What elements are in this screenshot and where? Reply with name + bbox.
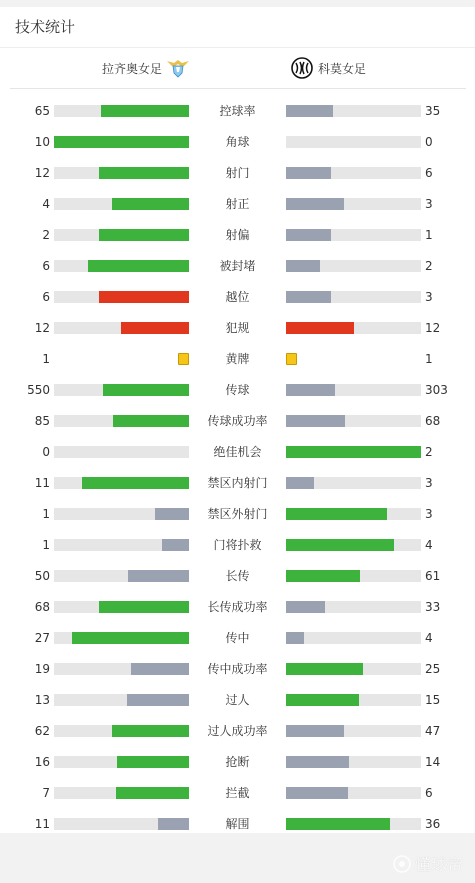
away-value: 14 bbox=[425, 755, 441, 769]
away-bar-track bbox=[286, 539, 421, 551]
away-bar-fill bbox=[286, 756, 349, 768]
stat-row bbox=[0, 251, 475, 282]
stat-row bbox=[0, 220, 475, 251]
stat-row bbox=[0, 127, 475, 158]
stat-label: 长传 bbox=[225, 569, 250, 583]
away-bar-track bbox=[286, 136, 421, 148]
stat-label: 解围 bbox=[225, 817, 250, 831]
stat-row bbox=[0, 685, 475, 716]
away-bar-track bbox=[286, 508, 421, 520]
stat-row bbox=[0, 654, 475, 685]
home-value: 50 bbox=[34, 569, 50, 583]
home-value: 1 bbox=[42, 507, 50, 521]
home-value: 13 bbox=[34, 693, 50, 707]
home-value: 550 bbox=[27, 383, 50, 397]
away-bar-track bbox=[286, 198, 421, 210]
stat-row bbox=[0, 499, 475, 530]
home-bar-fill bbox=[162, 539, 189, 551]
home-bar-track bbox=[54, 725, 189, 737]
home-value: 65 bbox=[34, 104, 50, 118]
stat-row bbox=[0, 561, 475, 592]
away-value: 3 bbox=[425, 507, 433, 521]
stat-row bbox=[0, 437, 475, 468]
away-bar-track bbox=[286, 415, 421, 427]
away-bar-fill bbox=[286, 663, 363, 675]
away-value: 35 bbox=[425, 104, 441, 118]
stat-label: 犯规 bbox=[225, 321, 250, 335]
home-bar-fill bbox=[117, 756, 189, 768]
away-bar-track bbox=[286, 756, 421, 768]
home-value: 12 bbox=[34, 321, 50, 335]
home-value: 27 bbox=[34, 631, 50, 645]
watermark-text: 懂球帝 bbox=[414, 855, 463, 874]
home-value: 68 bbox=[34, 600, 50, 614]
stat-row bbox=[0, 189, 475, 220]
away-value: 3 bbox=[425, 290, 433, 304]
home-bar-fill bbox=[128, 570, 189, 582]
home-bar-fill bbox=[127, 694, 189, 706]
home-bar-fill bbox=[103, 384, 189, 396]
away-value: 36 bbox=[425, 817, 441, 831]
home-value: 16 bbox=[34, 755, 50, 769]
stat-row bbox=[0, 623, 475, 654]
home-bar-track bbox=[54, 322, 189, 334]
como-crest-icon bbox=[290, 57, 314, 79]
stat-label: 传中成功率 bbox=[207, 662, 268, 676]
away-value: 68 bbox=[425, 414, 441, 428]
stat-label: 拦截 bbox=[225, 786, 250, 800]
away-value: 3 bbox=[425, 197, 433, 211]
stat-label: 传中 bbox=[225, 631, 250, 645]
away-value: 1 bbox=[425, 228, 433, 242]
home-bar-fill bbox=[155, 508, 189, 520]
away-bar-fill bbox=[286, 477, 314, 489]
stat-row bbox=[0, 468, 475, 499]
home-bar-track bbox=[54, 570, 189, 582]
home-value: 6 bbox=[42, 290, 50, 304]
stat-row bbox=[0, 747, 475, 778]
stat-label: 长传成功率 bbox=[207, 600, 268, 614]
stats-list bbox=[0, 96, 475, 840]
home-bar-track bbox=[54, 415, 189, 427]
away-bar-fill bbox=[286, 384, 335, 396]
home-value: 4 bbox=[42, 197, 50, 211]
home-value: 62 bbox=[34, 724, 50, 738]
home-value: 11 bbox=[34, 817, 50, 831]
away-value: 303 bbox=[425, 383, 448, 397]
stat-label: 被封堵 bbox=[219, 259, 256, 273]
home-bar-track bbox=[54, 694, 189, 706]
away-bar-fill bbox=[286, 415, 345, 427]
away-value: 15 bbox=[425, 693, 441, 707]
home-bar-track bbox=[54, 508, 189, 520]
away-bar-track bbox=[286, 818, 421, 830]
stat-row bbox=[0, 96, 475, 127]
home-bar-fill bbox=[99, 601, 189, 613]
away-bar-track bbox=[286, 787, 421, 799]
away-bar-track bbox=[286, 260, 421, 272]
away-bar-track bbox=[286, 570, 421, 582]
away-value: 1 bbox=[425, 352, 433, 366]
stat-label: 门将扑救 bbox=[213, 538, 262, 552]
home-bar-track bbox=[54, 818, 189, 830]
home-value: 0 bbox=[42, 445, 50, 459]
away-bar-fill bbox=[286, 601, 325, 613]
away-bar-track bbox=[286, 322, 421, 334]
home-bar-track bbox=[54, 198, 189, 210]
home-bar-track bbox=[54, 601, 189, 613]
lazio-crest-icon bbox=[166, 57, 190, 79]
away-bar-fill bbox=[286, 632, 304, 644]
away-value: 2 bbox=[425, 259, 433, 273]
away-team[interactable] bbox=[290, 57, 366, 79]
away-value: 0 bbox=[425, 135, 433, 149]
home-value: 85 bbox=[34, 414, 50, 428]
stat-row bbox=[0, 375, 475, 406]
home-bar-track bbox=[54, 260, 189, 272]
stat-row bbox=[0, 344, 475, 375]
stat-label: 传球 bbox=[225, 383, 250, 397]
stat-label: 禁区内射门 bbox=[207, 476, 268, 490]
stat-row bbox=[0, 592, 475, 623]
away-bar-fill bbox=[286, 694, 359, 706]
stat-row bbox=[0, 716, 475, 747]
away-bar-fill bbox=[286, 260, 320, 272]
away-bar-fill bbox=[286, 725, 344, 737]
away-bar-track bbox=[286, 632, 421, 644]
home-team-name: 拉齐奥女足 bbox=[101, 61, 162, 76]
home-bar-fill bbox=[99, 167, 189, 179]
home-value: 12 bbox=[34, 166, 50, 180]
stat-label: 过人成功率 bbox=[207, 724, 268, 738]
home-bar-fill bbox=[113, 415, 189, 427]
section-title: 技术统计 bbox=[15, 18, 76, 36]
away-bar-fill bbox=[286, 508, 387, 520]
home-value: 19 bbox=[34, 662, 50, 676]
away-value: 2 bbox=[425, 445, 433, 459]
away-bar-fill bbox=[286, 291, 331, 303]
stat-row bbox=[0, 406, 475, 437]
yellow-card-icon bbox=[178, 353, 189, 365]
home-value: 2 bbox=[42, 228, 50, 242]
home-bar-track bbox=[54, 663, 189, 675]
stat-label: 越位 bbox=[225, 290, 250, 304]
away-bar-track bbox=[286, 694, 421, 706]
away-bar-fill bbox=[286, 787, 348, 799]
home-value: 10 bbox=[34, 135, 50, 149]
home-bar-track bbox=[54, 229, 189, 241]
home-value: 1 bbox=[42, 352, 50, 366]
home-bar-track bbox=[54, 632, 189, 644]
stat-label: 黄牌 bbox=[225, 352, 250, 366]
home-value: 6 bbox=[42, 259, 50, 273]
away-value: 61 bbox=[425, 569, 441, 583]
home-bar-track bbox=[54, 477, 189, 489]
dongqiudi-ball-icon bbox=[393, 855, 411, 873]
stat-row bbox=[0, 778, 475, 809]
stat-row bbox=[0, 282, 475, 313]
home-bar-fill bbox=[101, 105, 189, 117]
home-team[interactable] bbox=[102, 57, 190, 79]
stat-row bbox=[0, 530, 475, 561]
away-bar-track bbox=[286, 229, 421, 241]
home-value: 1 bbox=[42, 538, 50, 552]
stat-row bbox=[0, 313, 475, 344]
home-bar-fill bbox=[116, 787, 189, 799]
stat-label: 角球 bbox=[225, 135, 250, 149]
home-bar-track bbox=[54, 756, 189, 768]
stat-label: 绝佳机会 bbox=[213, 445, 262, 459]
away-bar-track bbox=[286, 384, 421, 396]
away-bar-track bbox=[286, 601, 421, 613]
away-value: 4 bbox=[425, 631, 433, 645]
home-bar-track bbox=[54, 539, 189, 551]
away-bar-fill bbox=[286, 322, 354, 334]
away-bar-track bbox=[286, 477, 421, 489]
away-bar-fill bbox=[286, 539, 394, 551]
stat-label: 控球率 bbox=[219, 104, 256, 118]
home-bar-track bbox=[54, 136, 189, 148]
away-bar-track bbox=[286, 446, 421, 458]
home-bar-track bbox=[54, 384, 189, 396]
stat-label: 射正 bbox=[225, 197, 250, 211]
teams-header bbox=[10, 48, 466, 89]
stats-card bbox=[0, 7, 475, 833]
away-bar-track bbox=[286, 725, 421, 737]
home-bar-fill bbox=[112, 198, 189, 210]
stat-row bbox=[0, 158, 475, 189]
away-value: 3 bbox=[425, 476, 433, 490]
away-value: 6 bbox=[425, 166, 433, 180]
stat-label: 传球成功率 bbox=[207, 414, 268, 428]
away-bar-fill bbox=[286, 446, 421, 458]
away-bar-fill bbox=[286, 818, 390, 830]
away-value: 12 bbox=[425, 321, 441, 335]
home-bar-fill bbox=[82, 477, 189, 489]
away-bar-track bbox=[286, 663, 421, 675]
home-bar-fill bbox=[121, 322, 189, 334]
stat-label: 禁区外射门 bbox=[207, 507, 268, 521]
away-bar-track bbox=[286, 167, 421, 179]
stat-label: 射偏 bbox=[225, 228, 250, 242]
away-value: 47 bbox=[425, 724, 441, 738]
away-value: 4 bbox=[425, 538, 433, 552]
stat-row bbox=[0, 809, 475, 840]
home-bar-track bbox=[54, 446, 189, 458]
home-bar-fill bbox=[54, 136, 189, 148]
away-bar-track bbox=[286, 291, 421, 303]
watermark bbox=[393, 852, 463, 875]
home-bar-fill bbox=[99, 229, 189, 241]
away-bar-fill bbox=[286, 229, 331, 241]
away-bar-fill bbox=[286, 167, 331, 179]
home-bar-track bbox=[54, 291, 189, 303]
away-value: 33 bbox=[425, 600, 441, 614]
away-bar-fill bbox=[286, 570, 360, 582]
yellow-card-icon bbox=[286, 353, 297, 365]
home-bar-fill bbox=[158, 818, 189, 830]
stat-label: 过人 bbox=[225, 693, 250, 707]
home-bar-fill bbox=[88, 260, 189, 272]
away-bar-fill bbox=[286, 198, 344, 210]
home-bar-fill bbox=[99, 291, 189, 303]
home-value: 7 bbox=[42, 786, 50, 800]
home-bar-track bbox=[54, 105, 189, 117]
home-bar-track bbox=[54, 787, 189, 799]
away-bar-fill bbox=[286, 105, 333, 117]
away-value: 25 bbox=[425, 662, 441, 676]
home-bar-fill bbox=[131, 663, 189, 675]
stat-label: 射门 bbox=[225, 166, 250, 180]
home-bar-fill bbox=[112, 725, 189, 737]
home-bar-track bbox=[54, 167, 189, 179]
away-value: 6 bbox=[425, 786, 433, 800]
away-team-name: 科莫女足 bbox=[318, 61, 367, 76]
home-bar-fill bbox=[72, 632, 189, 644]
stat-label: 抢断 bbox=[225, 755, 250, 769]
away-bar-track bbox=[286, 105, 421, 117]
home-value: 11 bbox=[34, 476, 50, 490]
